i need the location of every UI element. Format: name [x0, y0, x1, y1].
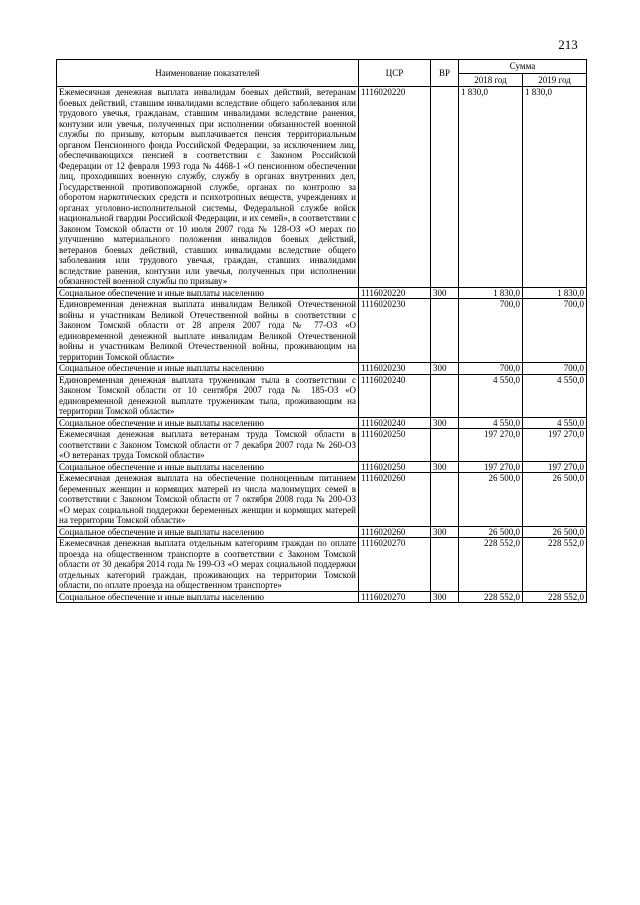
row-sum-2019: 700,0: [523, 299, 587, 363]
row-csr: 1116020260: [359, 473, 431, 527]
row-sum-2018: 700,0: [459, 299, 523, 363]
row-sum-2018: 1 830,0: [459, 287, 523, 299]
row-name: Социальное обеспечение и иные выплаты населению: [57, 287, 359, 299]
row-name: Ежемесячная денежная выплата на обеспечение полноценным питанием беременных женщин и кормящих матерей из числа малоимущих семей в соответствии с Законом Томской области от 7 октября 2008 года № 200-ОЗ «О мерах социальной поддержки беременных женщин и кормящих матерей на территории Томской области»: [57, 473, 359, 527]
row-name: Ежемесячная денежная выплата ветеранам труда Томской области в соответствии с Законом Томской области от 7 декабря 2007 года № 260-ОЗ «О ветеранах труда Томской области»: [57, 429, 359, 462]
table-row: [57, 526, 587, 538]
row-vr: 300: [431, 417, 459, 429]
table-row: [57, 473, 587, 527]
row-vr: [431, 87, 459, 288]
row-sum-2018: 4 550,0: [459, 374, 523, 417]
page-number: 213: [558, 37, 578, 52]
row-sum-2019: 700,0: [523, 363, 587, 375]
row-sum-2018: 4 550,0: [459, 417, 523, 429]
row-vr: 300: [431, 591, 459, 603]
table-row: [57, 417, 587, 429]
row-csr: 1116020250: [359, 429, 431, 462]
table-row: [57, 363, 587, 375]
row-name: Ежемесячная денежная выплата инвалидам боевых действий, ветеранам боевых действий, ставшим инвалидами вследствие общего заболевания или трудового увечья, гражданам, ставшим инвалидами вследствие ранения, контузии или увечья, полученных при исполнении обязанностей военной службы по призыву, которым выплачивается пенсия территориальным органом Пенсионного фонда Российской Федерации, за исключением лиц, обеспечивающихся пенсией в соответствии с Законом Российской Федерации от 12 февраля 1993 года № 4468-1 «О пенсионном обеспечении лиц, проходивших военную службу, службу в органах внутренних дел, Государственной противопожарной службе, органах по контролю за оборотом наркотических средств и психотропных веществ, учреждениях и органах уголовно-исполнительной системы, Федеральной службе войск национальной гвардии Российской Федерации, и их семей», в соответствии с Законом Томской области от 10 июля 2007 года № 128-ОЗ «О мерах по улучшению материального положения инвалидов боевых действий, ветеранов боевых действий, ставших инвалидами вследствие общего заболевания или трудового увечья, граждан, ставших инвалидами вследствие ранения, контузии или увечья, полученных при исполнении обязанностей военной службы по призыву»: [57, 87, 359, 288]
row-sum-2018: 228 552,0: [459, 591, 523, 603]
row-sum-2019: 197 270,0: [523, 429, 587, 462]
row-name: Социальное обеспечение и иные выплаты населению: [57, 591, 359, 603]
row-sum-2019: 26 500,0: [523, 473, 587, 527]
row-csr: 1116020260: [359, 526, 431, 538]
header-sum: Сумма: [459, 60, 587, 74]
row-csr: 1116020220: [359, 287, 431, 299]
table-row: [57, 299, 587, 363]
row-name: Социальное обеспечение и иные выплаты населению: [57, 417, 359, 429]
row-csr: 1116020220: [359, 87, 431, 288]
row-sum-2019: 26 500,0: [523, 526, 587, 538]
row-sum-2018: 700,0: [459, 363, 523, 375]
row-csr: 1116020240: [359, 417, 431, 429]
row-csr: 1116020230: [359, 363, 431, 375]
row-name: Единовременная денежная выплата инвалидам Великой Отечественной войны и участникам Великой Отечественной войны в соответствии с Законом Томской области от 28 апреля 2007 года № 77-ОЗ «О единовременной денежной выплате инвалидам Великой Отечественной войны и участникам Великой Отечественной войны, проживающим на территории Томской области»: [57, 299, 359, 363]
row-sum-2018: 1 830,0: [459, 87, 523, 288]
row-csr: 1116020230: [359, 299, 431, 363]
row-sum-2018: 26 500,0: [459, 526, 523, 538]
row-vr: [431, 538, 459, 592]
header-year-2018: 2018 год: [459, 73, 523, 87]
row-sum-2019: 4 550,0: [523, 374, 587, 417]
row-sum-2018: 26 500,0: [459, 473, 523, 527]
table-row: [57, 374, 587, 417]
row-vr: [431, 374, 459, 417]
row-sum-2019: 1 830,0: [523, 287, 587, 299]
header-csr: ЦСР: [359, 60, 431, 87]
header-vr: ВР: [431, 60, 459, 87]
table-row: [57, 591, 587, 603]
budget-table: [56, 59, 587, 603]
row-vr: 300: [431, 363, 459, 375]
row-sum-2019: 228 552,0: [523, 538, 587, 592]
row-name: Социальное обеспечение и иные выплаты населению: [57, 526, 359, 538]
table-row: [57, 87, 587, 288]
row-name: Ежемесячная денежная выплата отдельным категориям граждан по оплате проезда на общественном транспорте в соответствии с Законом Томской области от 30 декабря 2014 года № 199-ОЗ «О мерах социальной поддержки отдельных категорий граждан, проживающих на территории Томской области, по оплате проезда на общественном транспорте»: [57, 538, 359, 592]
row-name: Единовременная денежная выплата труженикам тыла в соответствии с Законом Томской области от 10 сентября 2007 года № 185-ОЗ «О единовременной денежной выплате труженикам тыла, проживающим на территории Томской области»: [57, 374, 359, 417]
row-name: Социальное обеспечение и иные выплаты населению: [57, 363, 359, 375]
row-vr: [431, 429, 459, 462]
row-name: Социальное обеспечение и иные выплаты населению: [57, 461, 359, 473]
row-csr: 1116020270: [359, 591, 431, 603]
row-sum-2019: 1 830,0: [523, 87, 587, 288]
table-row: [57, 461, 587, 473]
row-sum-2018: 228 552,0: [459, 538, 523, 592]
row-vr: 300: [431, 461, 459, 473]
table-row: [57, 538, 587, 592]
header-name: Наименование показателей: [57, 60, 359, 87]
table-row: [57, 287, 587, 299]
row-sum-2018: 197 270,0: [459, 429, 523, 462]
row-sum-2019: 197 270,0: [523, 461, 587, 473]
row-vr: [431, 299, 459, 363]
row-csr: 1116020250: [359, 461, 431, 473]
row-sum-2019: 228 552,0: [523, 591, 587, 603]
row-vr: 300: [431, 287, 459, 299]
row-vr: [431, 473, 459, 527]
row-csr: 1116020240: [359, 374, 431, 417]
row-sum-2018: 197 270,0: [459, 461, 523, 473]
row-sum-2019: 4 550,0: [523, 417, 587, 429]
row-vr: 300: [431, 526, 459, 538]
header-year-2019: 2019 год: [523, 73, 587, 87]
row-csr: 1116020270: [359, 538, 431, 592]
table-row: [57, 429, 587, 462]
